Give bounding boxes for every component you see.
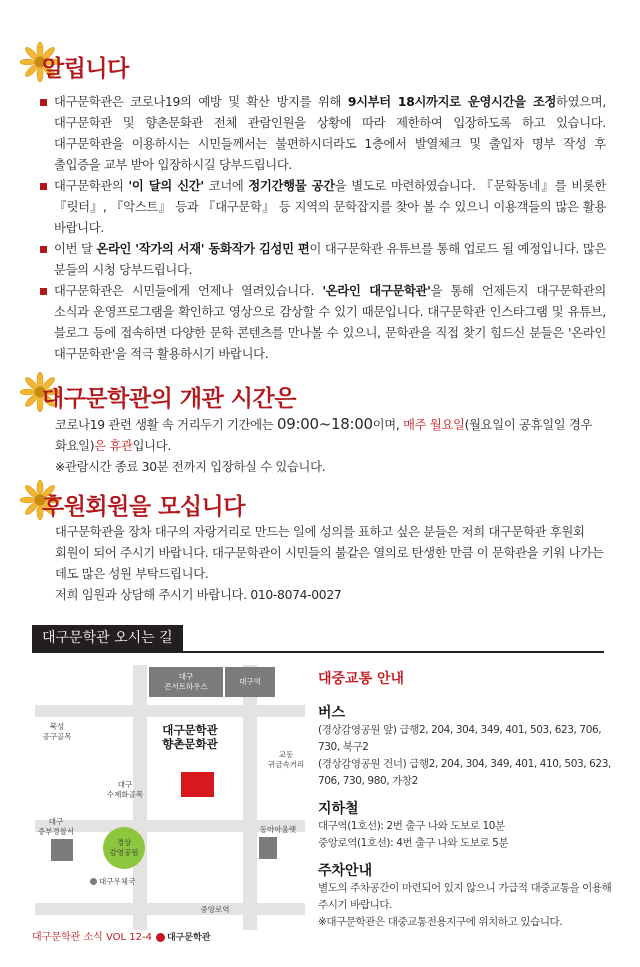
map-label-station: 대구역 bbox=[239, 677, 261, 686]
map-label-police: 대구 중부경찰서 bbox=[37, 817, 75, 836]
notice-item bbox=[40, 239, 606, 281]
bus-label: 버스 bbox=[318, 705, 346, 721]
notice-highlight: 온라인 '작가의 서재' 동화작가 김성민 편 bbox=[96, 242, 310, 256]
directions-header-label: 대구문학관 오시는 길 bbox=[32, 625, 183, 651]
bus-route-2: (경상감영공원 건너) 급행2, 204, 304, 349, 401, 410, 503, 623, 706, 730, 980, 가창2 bbox=[318, 758, 611, 787]
notice-text: 대구문학관은 시민들에게 언제나 열려있습니다. bbox=[54, 284, 323, 298]
map-block-police bbox=[51, 839, 73, 861]
notice-highlight: '이 달의 신간' bbox=[128, 179, 204, 193]
bullet-square-icon bbox=[40, 183, 47, 190]
notice-text: 대구문학관의 bbox=[54, 179, 129, 193]
hours-mid: 이며, bbox=[372, 418, 404, 432]
bullet-square-icon bbox=[40, 99, 47, 106]
notice-highlight: '온라인 대구문학관' bbox=[322, 284, 431, 298]
map-label-concert: 대구 콘서트하우스 bbox=[164, 672, 208, 691]
hours-prefix: 코로나19 관련 생활 속 거리두기 기간에는 bbox=[55, 418, 277, 432]
notice-highlight: 정기간행물 공간 bbox=[248, 179, 335, 193]
footer bbox=[32, 928, 210, 943]
notice-text: 을 별도로 마련하였습니다. 『문학동네』를 비롯한 『릿터』, 『악스트』 등과 『대구문학』 등 지역의 문학잡지를 찾아 볼 수 있으니 이용객들의 많은 활용 바랍니다. bbox=[54, 179, 606, 235]
map-road bbox=[35, 903, 305, 915]
notice-text: 코너에 bbox=[203, 179, 249, 193]
map-block-outlet bbox=[259, 837, 277, 859]
map-label-bukseong: 북성 공구골목 bbox=[42, 722, 72, 741]
subway-label: 지하철 bbox=[318, 801, 359, 817]
hours-paren: (월요일이 공휴일일 경우 화요일) bbox=[55, 418, 593, 453]
map-road bbox=[35, 705, 305, 717]
sponsor-text bbox=[55, 522, 605, 606]
notice-text: 이 대구문학관 유튜브를 통해 업로드 될 예정입니다. 많은 분들의 시청 당부드립니다. bbox=[54, 242, 606, 277]
notice-title: 알립니다 bbox=[42, 55, 129, 82]
hours-text bbox=[55, 414, 605, 478]
map-label-museum: 대구문학관 향촌문화관 bbox=[162, 723, 218, 751]
map-label-outlet: 동아아울렛 bbox=[259, 825, 297, 834]
sponsor-contact: 저희 임원과 상담해 주시기 바랍니다. 010-8074-0027 bbox=[55, 588, 342, 602]
map-label-jungang: 중앙로역 bbox=[200, 905, 230, 914]
parking-label: 주차안내 bbox=[318, 863, 373, 879]
map-post-marker bbox=[90, 878, 97, 885]
subway-route-1: 대구역(1호선): 2번 출구 나와 도보로 10분 bbox=[318, 820, 505, 832]
logo-icon bbox=[156, 933, 165, 942]
bus-route-1: (경상감영공원 앞) 급행2, 204, 304, 349, 401, 503, 623, 706, 730, 북구2 bbox=[318, 724, 602, 753]
map-marker-museum bbox=[181, 772, 214, 797]
map-label-handmade: 대구 수제화골목 bbox=[106, 780, 144, 799]
directions-header bbox=[32, 625, 604, 653]
map-label-gyodong: 교동 귀금속거리 bbox=[268, 750, 305, 769]
sponsor-body: 대구문학관을 장차 대구의 자랑거리로 만드는 일에 성의를 표하고 싶은 분들은 저희 대구문학관 후원회 회원이 되어 주시기 바랍니다. 대구문학관이 시민들의 불같은 열의로 탄생한 만큼 이 문학관을 키워 나가는 데도 많은 성원 부탁드립니다. bbox=[55, 525, 604, 581]
transit-title: 대중교통 안내 bbox=[318, 671, 405, 687]
map-label-park: 경상 감영공원 bbox=[109, 838, 139, 857]
hours-title: 대구문학관의 개관 시간은 bbox=[42, 385, 296, 412]
hours-closed-day: 매주 월요일 bbox=[403, 418, 465, 432]
hours-end: 입니다. bbox=[132, 439, 171, 453]
hours-note: ※관람시간 종료 30분 전까지 입장하실 수 있습니다. bbox=[55, 460, 326, 474]
bullet-square-icon bbox=[40, 246, 47, 253]
hours-time: 09:00~18:00 bbox=[276, 415, 373, 433]
location-map bbox=[35, 665, 305, 930]
notice-item bbox=[40, 281, 606, 365]
sponsor-title: 후원회원을 모십니다 bbox=[42, 493, 245, 520]
notice-highlight: 9시부터 18시까지로 운영시간을 조정 bbox=[347, 95, 557, 109]
notice-text: 을 통해 언제든지 대구문학관의 소식과 운영프로그램을 확인하고 영상으로 감상할 수 있기 때문입니다. 대구문학관 인스타그램 및 유튜브, 블로그 등에 접속하면 다양한 문학 콘텐츠를 만나볼 수 있으니, 문학관을 직접 찾기 힘드신 분들은 '온라인 대구문학관'을 적극 활용하시기 바랍니다. bbox=[54, 284, 606, 361]
parking-text-2: ※대구문학관은 대중교통전용지구에 위치하고 있습니다. bbox=[318, 916, 563, 928]
directions-divider bbox=[32, 651, 604, 653]
footer-org: 대구문학관 bbox=[166, 933, 211, 943]
notice-text: 이번 달 bbox=[54, 242, 97, 256]
parking-text-1: 별도의 주차공간이 마련되어 있지 않으니 가급적 대중교통을 이용해 주시기 바랍니다. bbox=[318, 882, 612, 911]
map-label-post: 대구우체국 bbox=[99, 877, 136, 886]
bullet-square-icon bbox=[40, 288, 47, 295]
notice-item bbox=[40, 92, 606, 176]
footer-text: 대구문학관 소식 VOL 12-4 bbox=[32, 932, 152, 943]
notice-text: 대구문학관은 코로나19의 예방 및 확산 방지를 위해 bbox=[54, 95, 348, 109]
subway-route-2: 중앙로역(1호선): 4번 출구 나와 도보로 5분 bbox=[318, 837, 509, 849]
transit-info bbox=[318, 668, 618, 931]
notice-item bbox=[40, 176, 606, 239]
hours-closed-label: 은 휴관 bbox=[94, 439, 133, 453]
notice-list bbox=[40, 92, 606, 365]
notice-text: 하였으며, 대구문학관 및 향촌문화관 전체 관람인원을 상황에 따라 제한하여 입장하도록 하고 있습니다. 대구문학관을 이용하시는 시민들께서는 불편하시더라도 1층에서 발열체크 및 출입자 명부 작성 후 출입증을 교부 받아 입장하시길 당부드립니다. bbox=[54, 95, 606, 172]
